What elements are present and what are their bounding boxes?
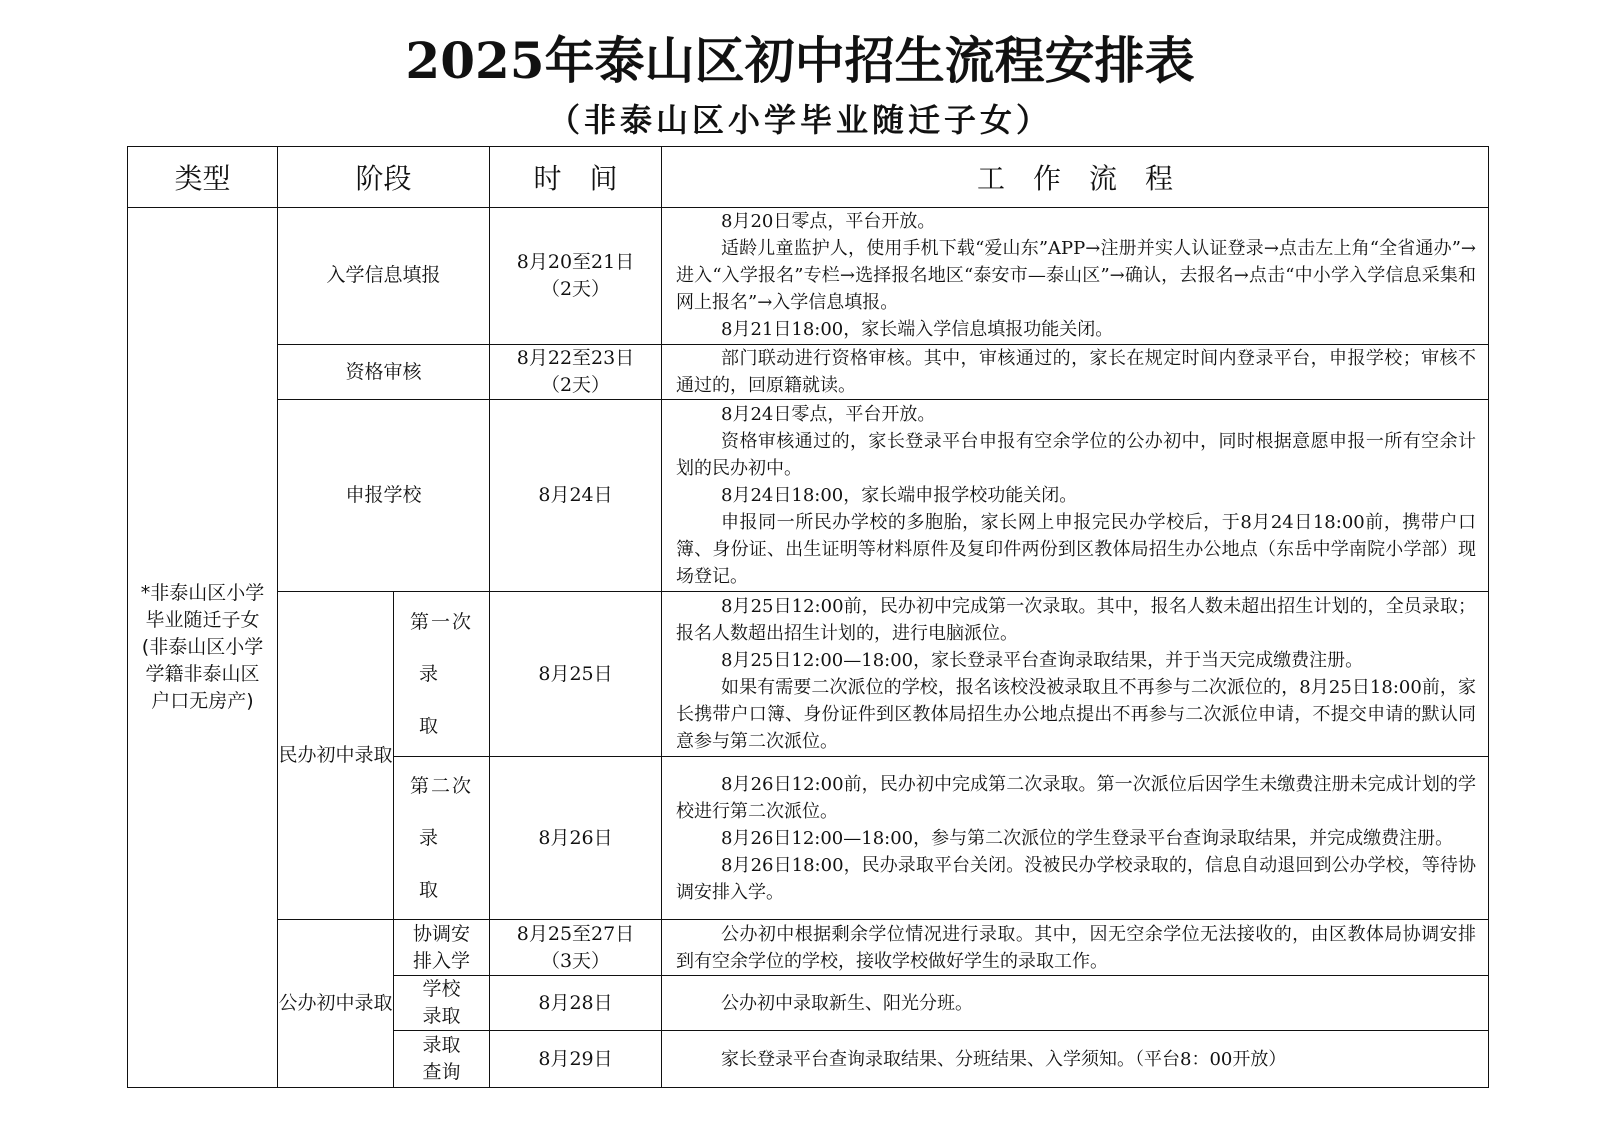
substage-cell: 第二次 录 取	[394, 756, 490, 920]
substage-cell: 录取 查询	[394, 1031, 490, 1088]
stage-cell: 入学信息填报	[278, 207, 490, 344]
time-cell: 8月28日	[490, 975, 662, 1031]
time-cell: 8月25至27日 （3天）	[490, 920, 662, 976]
flow-cell: 公办初中录取新生、阳光分班。	[662, 975, 1489, 1031]
page-subtitle: （非泰山区小学毕业随迁子女）	[547, 101, 1052, 139]
type-cell: *非泰山区小学毕业随迁子女(非泰山区小学学籍非泰山区户口无房产)	[128, 207, 278, 1087]
header-row	[128, 147, 1489, 208]
time-cell: 8月25日	[490, 592, 662, 757]
flow-cell: 部门联动进行资格审核。其中，审核通过的，家长在规定时间内登录平台，申报学校；审核不通过的，回原籍就读。	[662, 344, 1489, 400]
stage-cell: 资格审核	[278, 344, 490, 400]
table-row	[128, 400, 1489, 592]
time-cell: 8月20至21日 （2天）	[490, 207, 662, 344]
stage-cell: 申报学校	[278, 400, 490, 592]
header-time: 时 间	[490, 147, 662, 208]
flow-cell: 家长登录平台查询录取结果、分班结果、入学须知。（平台8：00开放）	[662, 1031, 1489, 1088]
flow-cell: 8月25日12:00前，民办初中完成第一次录取。其中，报名人数未超出招生计划的，全员录取；报名人数超出招生计划的，进行电脑派位。 8月25日12:00—18:00，家长登录平台查询录取结果，并于当天完成缴费注册。 如果有需要二次派位的学校，报名该校没被录取且不再参与二次派位的，8月25日18:00前，家长携带户口簿、身份证件到区教体局招生办公地点提出不再参与二次派位申请，不提交申请的默认同意参与第二次派位。	[662, 592, 1489, 757]
group-cell-public: 公办初中录取	[278, 920, 394, 1088]
substage-cell: 协调安 排入学	[394, 920, 490, 976]
time-cell: 8月26日	[490, 756, 662, 920]
table-row	[128, 920, 1489, 976]
flow-cell: 公办初中根据剩余学位情况进行录取。其中，因无空余学位无法接收的，由区教体局协调安排到有空余学位的学校，接收学校做好学生的录取工作。	[662, 920, 1489, 976]
header-stage: 阶段	[278, 147, 490, 208]
table-row	[128, 344, 1489, 400]
header-flow: 工 作 流 程	[662, 147, 1489, 208]
flow-cell: 8月24日零点，平台开放。 资格审核通过的，家长登录平台申报有空余学位的公办初中，同时根据意愿申报一所有空余计划的民办初中。 8月24日18:00，家长端申报学校功能关闭。 申报同一所民办学校的多胞胎，家长网上申报完民办学校后，于8月24日18:00前，携带户口簿、身份证、出生证明等材料原件及复印件两份到区教体局招生办公地点（东岳中学南院小学部）现场登记。	[662, 400, 1489, 592]
header-type: 类型	[128, 147, 278, 208]
time-cell: 8月22至23日 （2天）	[490, 344, 662, 400]
time-cell: 8月24日	[490, 400, 662, 592]
page-title: 2025年泰山区初中招生流程安排表	[405, 31, 1195, 90]
table-row	[128, 592, 1489, 757]
substage-cell: 学校 录取	[394, 975, 490, 1031]
substage-cell: 第一次 录 取	[394, 592, 490, 757]
group-cell-private: 民办初中录取	[278, 592, 394, 920]
schedule-table	[127, 146, 1489, 1088]
table-row	[128, 207, 1489, 344]
flow-cell: 8月20日零点，平台开放。 适龄儿童监护人，使用手机下载“爱山东”APP→注册并实人认证登录→点击左上角“全省通办”→进入“入学报名”专栏→选择报名地区“泰安市—泰山区”→确认，去报名→点击“中小学入学信息采集和网上报名”→入学信息填报。 8月21日18:00，家长端入学信息填报功能关闭。	[662, 207, 1489, 344]
time-cell: 8月29日	[490, 1031, 662, 1088]
flow-cell: 8月26日12:00前，民办初中完成第二次录取。第一次派位后因学生未缴费注册未完成计划的学校进行第二次派位。 8月26日12:00—18:00，参与第二次派位的学生登录平台查询录取结果，并完成缴费注册。 8月26日18:00，民办录取平台关闭。没被民办学校录取的，信息自动退回到公办学校，等待协调安排入学。	[662, 756, 1489, 920]
